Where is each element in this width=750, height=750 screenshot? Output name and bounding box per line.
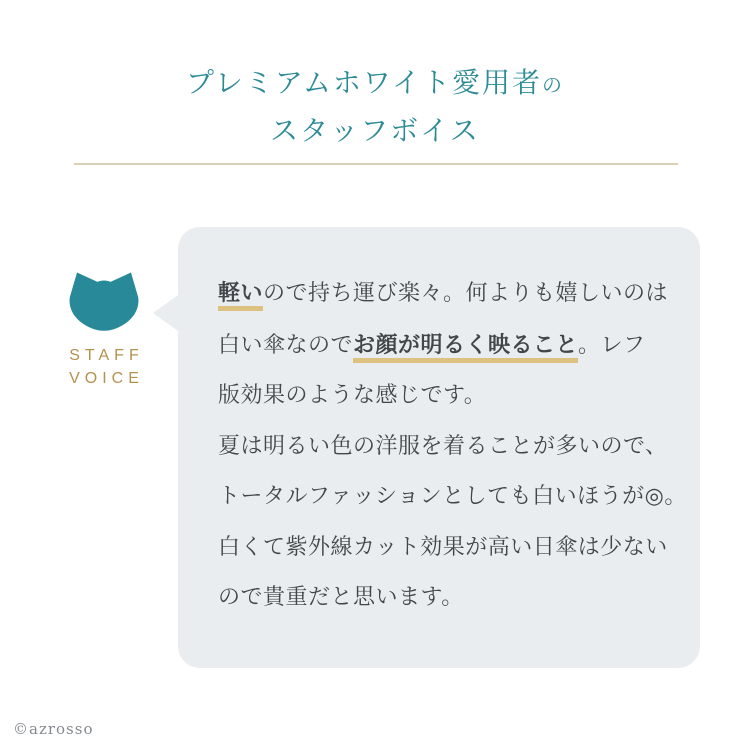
page-title-line2: スタッフボイス	[270, 114, 480, 147]
page-title-line1-main: プレミアムホワイト愛用者	[185, 66, 543, 99]
bubble-text-line	[218, 320, 662, 372]
staff-voice-label-line2: VOICE	[69, 370, 144, 387]
bubble-text-line	[218, 523, 668, 574]
bubble-text-line	[218, 422, 668, 473]
speech-bubble-tail	[153, 295, 178, 331]
text-segment: 。レフ	[578, 332, 646, 358]
highlighted-text-segment: お顔が明るく映ること	[353, 332, 578, 363]
text-segment: 白くて紫外線カット効果が高い日傘は少ない	[218, 534, 668, 560]
bubble-text	[218, 268, 687, 624]
text-segment: 版効果のような感じです。	[218, 383, 487, 408]
bubble-text-line	[218, 472, 687, 523]
text-segment: 白い傘なので	[218, 332, 354, 358]
text-segment: ので貴重だと思います。	[218, 585, 464, 610]
bubble-text-line	[218, 573, 662, 624]
page-title	[0, 60, 750, 154]
divider	[74, 163, 678, 165]
text-segment: 夏は明るい色の洋服を着ることが多いので、	[218, 433, 668, 459]
cat-head-icon	[67, 271, 141, 338]
staff-voice-label	[42, 344, 166, 390]
text-segment: ので持ち運び楽々。何よりも嬉しいのは	[263, 281, 669, 306]
bubble-text-line	[218, 371, 662, 422]
speech-bubble	[178, 227, 700, 668]
page-title-line1	[0, 60, 750, 108]
bubble-text-line	[218, 268, 669, 320]
highlighted-text-segment: 軽い	[218, 280, 263, 311]
watermark: ©azrosso	[13, 720, 94, 738]
text-segment: トータルファッションとしても白いほうが◎。	[218, 484, 687, 509]
page-title-line1-particle: の	[542, 73, 565, 97]
staff-voice-label-line1: STAFF	[69, 347, 144, 364]
